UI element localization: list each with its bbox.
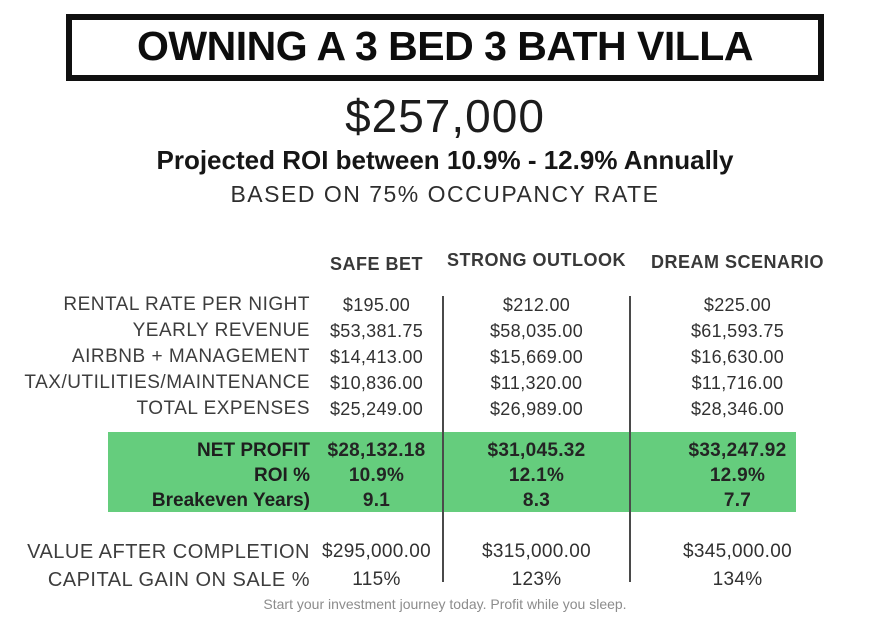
cell-value: $28,346.00 — [690, 398, 785, 419]
expense-rows — [0, 292, 890, 422]
cell-value: $14,413.00 — [329, 346, 424, 367]
row-label: TOTAL EXPENSES — [136, 398, 310, 419]
title-box — [66, 14, 824, 81]
cell-value: $11,716.00 — [691, 372, 784, 393]
table-row — [0, 370, 890, 396]
cell-value: 123% — [511, 569, 562, 590]
column-divider-left — [442, 296, 444, 582]
cell-value: $212.00 — [502, 294, 571, 315]
cell-value: $61,593.75 — [690, 320, 785, 341]
cell-value: $31,045.32 — [487, 439, 586, 461]
cell-value: $195.00 — [342, 294, 411, 315]
column-header-strong-outlook: STRONG OUTLOOK — [447, 250, 626, 270]
table-row — [0, 488, 890, 513]
table-row — [0, 292, 890, 318]
sale-rows — [0, 538, 890, 594]
table-row — [0, 538, 890, 566]
row-label: AIRBNB + MANAGEMENT — [71, 346, 310, 367]
column-header-safe-bet: SAFE BET — [329, 254, 423, 274]
cell-value: $345,000.00 — [683, 541, 792, 562]
cell-value: $15,669.00 — [489, 346, 584, 367]
profit-highlight-rows — [0, 438, 890, 513]
cell-value: $58,035.00 — [489, 320, 584, 341]
roi-subtitle: Projected ROI between 10.9% - 12.9% Annually — [156, 145, 734, 175]
property-price: $257,000 — [345, 90, 545, 142]
row-label: Breakeven Years) — [151, 489, 310, 511]
cell-value: $225.00 — [703, 294, 772, 315]
row-label: ROI % — [254, 464, 310, 486]
table-header-row — [0, 250, 890, 284]
cell-value: 12.9% — [709, 464, 766, 486]
row-label: VALUE AFTER COMPLETION — [27, 540, 310, 563]
table-row — [0, 344, 890, 370]
projection-table — [0, 250, 890, 594]
page-title: OWNING A 3 BED 3 BATH VILLA — [137, 23, 753, 69]
cell-value: 10.9% — [348, 464, 405, 486]
cell-value: $16,630.00 — [690, 346, 785, 367]
row-label: TAX/UTILITIES/MAINTENANCE — [24, 372, 310, 393]
column-header-dream-scenario: DREAM SCENARIO — [650, 252, 824, 272]
table-row — [0, 318, 890, 344]
table-row — [0, 438, 890, 463]
table-row — [0, 396, 890, 422]
cell-value: 8.3 — [522, 489, 551, 511]
cell-value: $25,249.00 — [329, 398, 424, 419]
cell-value: $315,000.00 — [482, 541, 591, 562]
occupancy-subtitle: BASED ON 75% OCCUPANCY RATE — [230, 181, 660, 207]
cell-value: $28,132.18 — [327, 439, 426, 461]
cell-value: $295,000.00 — [322, 541, 431, 562]
cell-value: 9.1 — [362, 489, 391, 511]
row-label: RENTAL RATE PER NIGHT — [63, 294, 310, 315]
cell-value: 7.7 — [723, 489, 752, 511]
column-divider-right — [629, 296, 631, 582]
footer-tagline: Start your investment journey today. Profit while you sleep. — [263, 596, 627, 612]
row-label: CAPITAL GAIN ON SALE % — [47, 568, 310, 591]
cell-value: $26,989.00 — [489, 398, 584, 419]
cell-value: 12.1% — [508, 464, 565, 486]
table-row — [0, 566, 890, 594]
cell-value: 115% — [352, 569, 401, 590]
table-row — [0, 463, 890, 488]
cell-value: $53,381.75 — [329, 320, 424, 341]
row-label: NET PROFIT — [197, 439, 310, 461]
cell-value: $10,836.00 — [329, 372, 424, 393]
cell-value: $11,320.00 — [490, 372, 583, 393]
cell-value: $33,247.92 — [688, 439, 787, 461]
cell-value: 134% — [712, 569, 763, 590]
row-label: YEARLY REVENUE — [132, 320, 310, 341]
